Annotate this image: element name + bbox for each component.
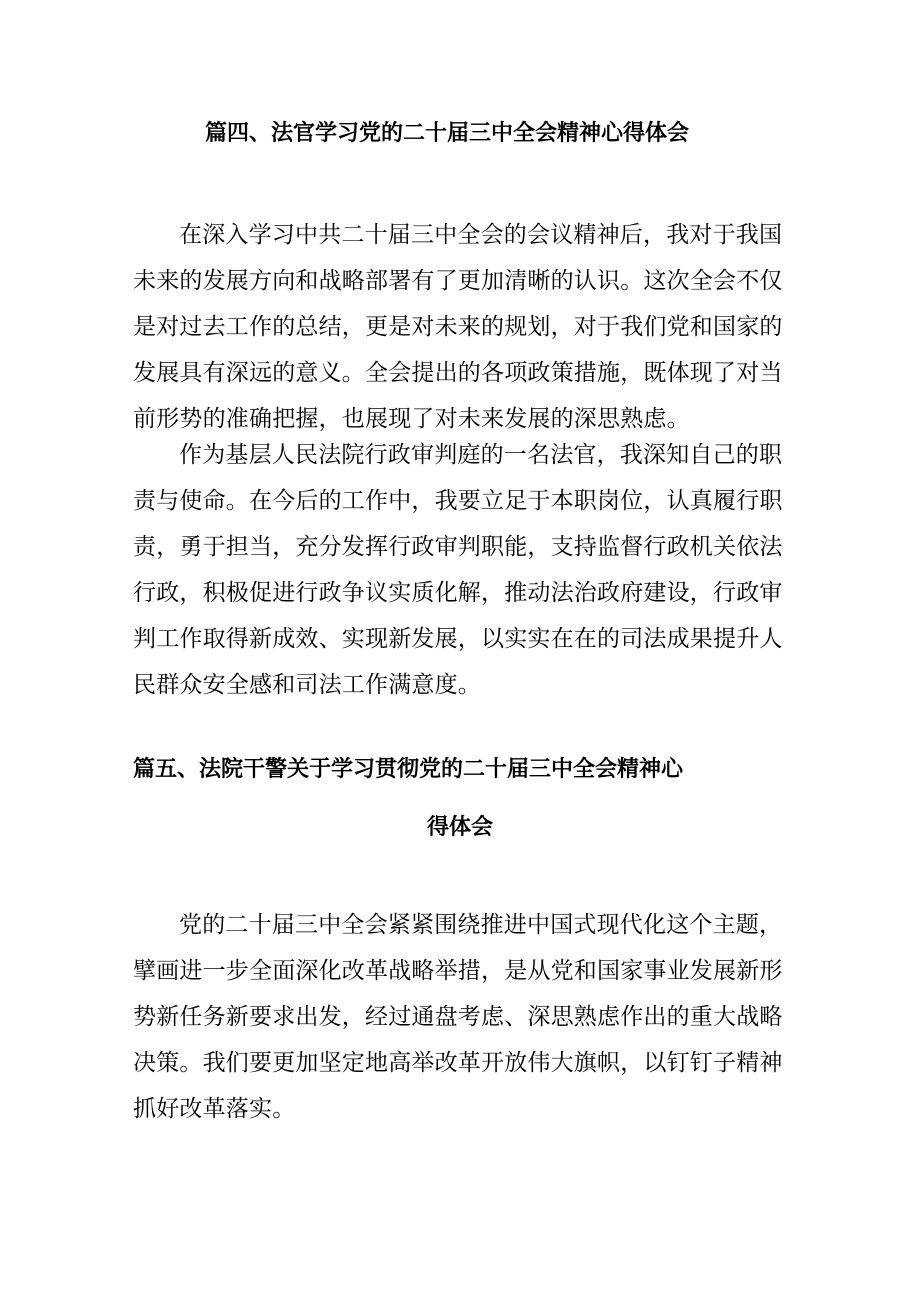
text-line: 作为基层人民法院行政审判庭的一名法官，我深知自己的职 xyxy=(179,442,783,468)
section-5-title-line-1: 篇五、法院干警关于学习贯彻党的二十届三中全会精神心 xyxy=(133,757,684,782)
section-4-title: 篇四、法官学习党的二十届三中全会精神心得体会 xyxy=(205,121,690,146)
text-line: 在深入学习中共二十届三中全会的会议精神后，我对于我国 xyxy=(179,222,783,248)
section-5-paragraph-1 xyxy=(133,902,793,1132)
text-line: 抓好改革落实。 xyxy=(133,1096,296,1122)
text-line: 决策。我们要更加坚定地高举改革开放伟大旗帜，以钉钉子精神 xyxy=(133,1050,783,1076)
text-line: 责，勇于担当，充分发挥行政审判职能，支持监督行政机关依法 xyxy=(133,534,783,560)
section-4-paragraph-1 xyxy=(133,212,793,442)
section-5-title-line-2: 得体会 xyxy=(427,815,494,840)
text-line: 未来的发展方向和战略部署有了更加清晰的认识。这次全会不仅 xyxy=(133,268,783,294)
text-line: 前形势的准确把握，也展现了对未来发展的深思熟虑。 xyxy=(133,406,690,432)
text-line: 党的二十届三中全会紧紧围绕推进中国式现代化这个主题， xyxy=(179,912,783,938)
text-line: 行政，积极促进行政争议实质化解，推动法治政府建设，行政审 xyxy=(133,580,783,606)
text-line: 势新任务新要求出发，经过通盘考虑、深思熟虑作出的重大战略 xyxy=(133,1004,783,1030)
section-4-paragraph-2 xyxy=(133,432,793,708)
text-line: 是对过去工作的总结，更是对未来的规划，对于我们党和国家的 xyxy=(133,314,783,340)
text-line: 判工作取得新成效、实现新发展，以实实在在的司法成果提升人 xyxy=(133,626,783,652)
text-line: 责与使命。在今后的工作中，我要立足于本职岗位，认真履行职 xyxy=(133,488,783,514)
text-line: 擘画进一步全面深化改革战略举措，是从党和国家事业发展新形 xyxy=(133,958,783,984)
text-line: 民群众安全感和司法工作满意度。 xyxy=(133,672,481,698)
text-line: 发展具有深远的意义。全会提出的各项政策措施，既体现了对当 xyxy=(133,360,783,386)
